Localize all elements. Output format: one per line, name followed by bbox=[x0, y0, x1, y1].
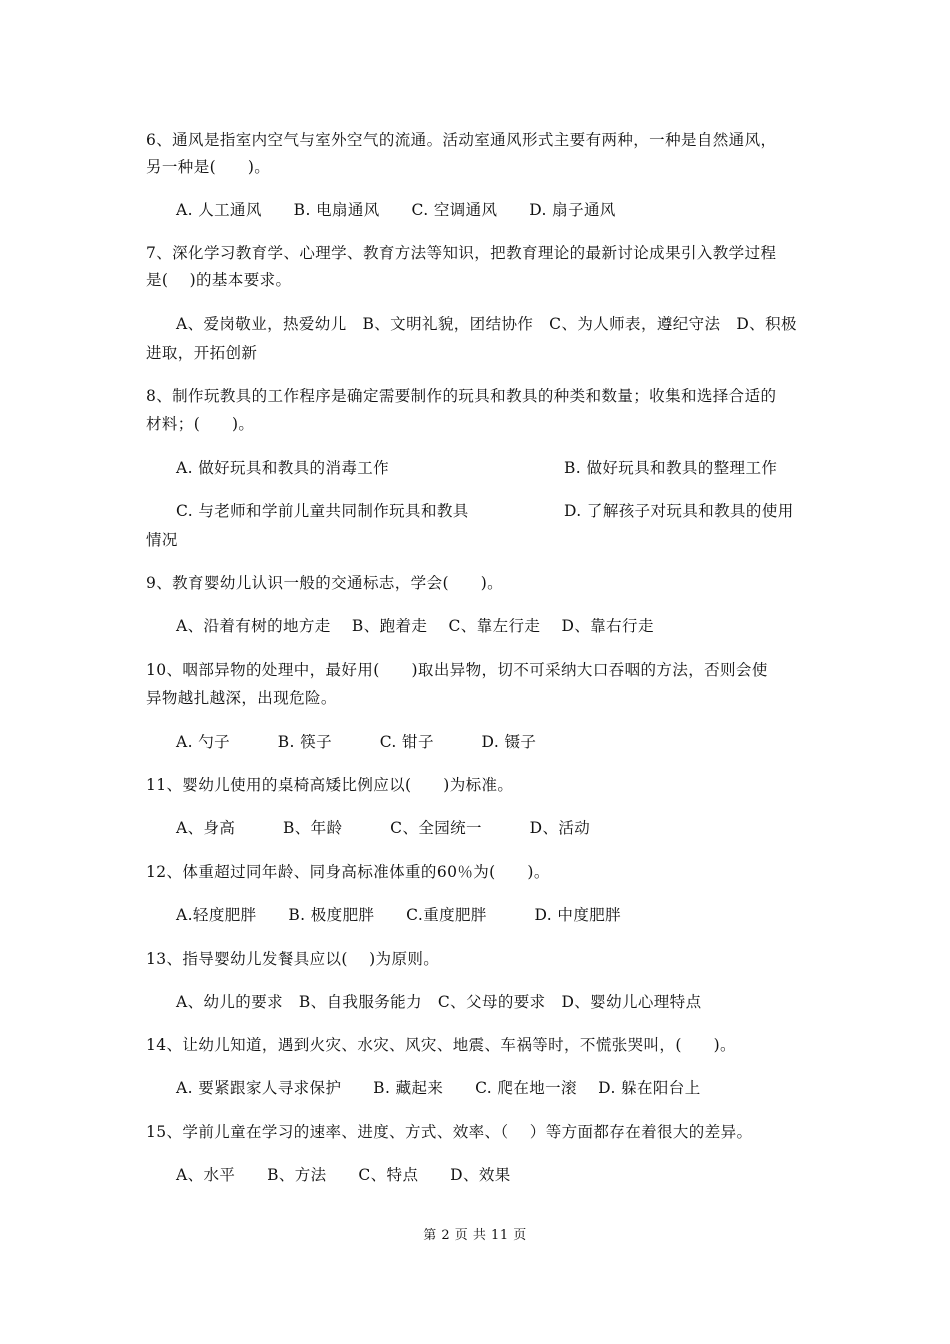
question-10-text: 10、咽部异物的处理中，最好用( )取出异物，切不可采纳大口吞咽的方法，否则会使 bbox=[146, 661, 768, 679]
question-15-text: 15、学前儿童在学习的速率、进度、方式、效率、（ ）等方面都存在着很大的差异。 bbox=[146, 1123, 753, 1141]
question-10-options: A. 勺子 B. 筷子 C. 钳子 D. 镊子 bbox=[176, 733, 537, 751]
question-9-options: A、沿着有树的地方走 B、跑着走 C、靠左行走 D、靠右行走 bbox=[176, 617, 654, 635]
question-7-text-cont: 是( )的基本要求。 bbox=[146, 271, 292, 289]
question-8-option-a: A. 做好玩具和教具的消毒工作 bbox=[176, 459, 390, 477]
question-11-options: A、身高 B、年龄 C、全园统一 D、活动 bbox=[176, 819, 591, 837]
question-14-text: 14、让幼儿知道，遇到火灾、水灾、风灾、地震、车祸等时，不慌张哭叫，( )。 bbox=[146, 1036, 736, 1054]
question-7-text: 7、深化学习教育学、心理学、教育方法等知识，把教育理论的最新讨论成果引入教学过程 bbox=[146, 244, 777, 262]
question-10-text-cont: 异物越扎越深，出现危险。 bbox=[146, 689, 337, 707]
question-7-options: A、爱岗敬业，热爱幼儿 B、文明礼貌，团结协作 C、为人师表，遵纪守法 D、积极 bbox=[176, 315, 797, 333]
question-13-options: A、幼儿的要求 B、自我服务能力 C、父母的要求 D、婴幼儿心理特点 bbox=[176, 993, 702, 1011]
question-6-options: A. 人工通风 B. 电扇通风 C. 空调通风 D. 扇子通风 bbox=[176, 201, 616, 219]
question-11-text: 11、婴幼儿使用的桌椅高矮比例应以( )为标准。 bbox=[146, 776, 514, 794]
question-12-options: A.轻度肥胖 B. 极度肥胖 C.重度肥胖 D. 中度肥胖 bbox=[176, 906, 622, 924]
page-number: 第 2 页 共 11 页 bbox=[423, 1228, 527, 1243]
question-14-options: A. 要紧跟家人寻求保护 B. 藏起来 C. 爬在地一滚 D. 躲在阳台上 bbox=[176, 1079, 701, 1097]
question-15-options: A、水平 B、方法 C、特点 D、效果 bbox=[176, 1166, 511, 1184]
question-8-option-b: B. 做好玩具和教具的整理工作 bbox=[564, 459, 778, 477]
question-8-option-c: C. 与老师和学前儿童共同制作玩具和教具 bbox=[176, 502, 469, 520]
question-8-option-d: D. 了解孩子对玩具和教具的使用 bbox=[564, 502, 794, 520]
question-7-options-cont: 进取，开拓创新 bbox=[146, 344, 258, 362]
question-8-text-cont: 材料；( )。 bbox=[146, 415, 255, 433]
question-8-text: 8、制作玩教具的工作程序是确定需要制作的玩具和教具的种类和数量；收集和选择合适的 bbox=[146, 387, 777, 405]
question-13-text: 13、指导婴幼儿发餐具应以( )为原则。 bbox=[146, 950, 440, 968]
question-6-text-cont: 另一种是( )。 bbox=[146, 158, 271, 176]
question-8-option-d-cont: 情况 bbox=[146, 531, 178, 549]
question-12-text: 12、体重超过同年龄、同身高标准体重的60％为( )。 bbox=[146, 863, 550, 881]
question-6-text: 6、通风是指室内空气与室外空气的流通。活动室通风形式主要有两种，一种是自然通风， bbox=[146, 131, 777, 149]
question-9-text: 9、教育婴幼儿认识一般的交通标志，学会( )。 bbox=[146, 574, 504, 592]
